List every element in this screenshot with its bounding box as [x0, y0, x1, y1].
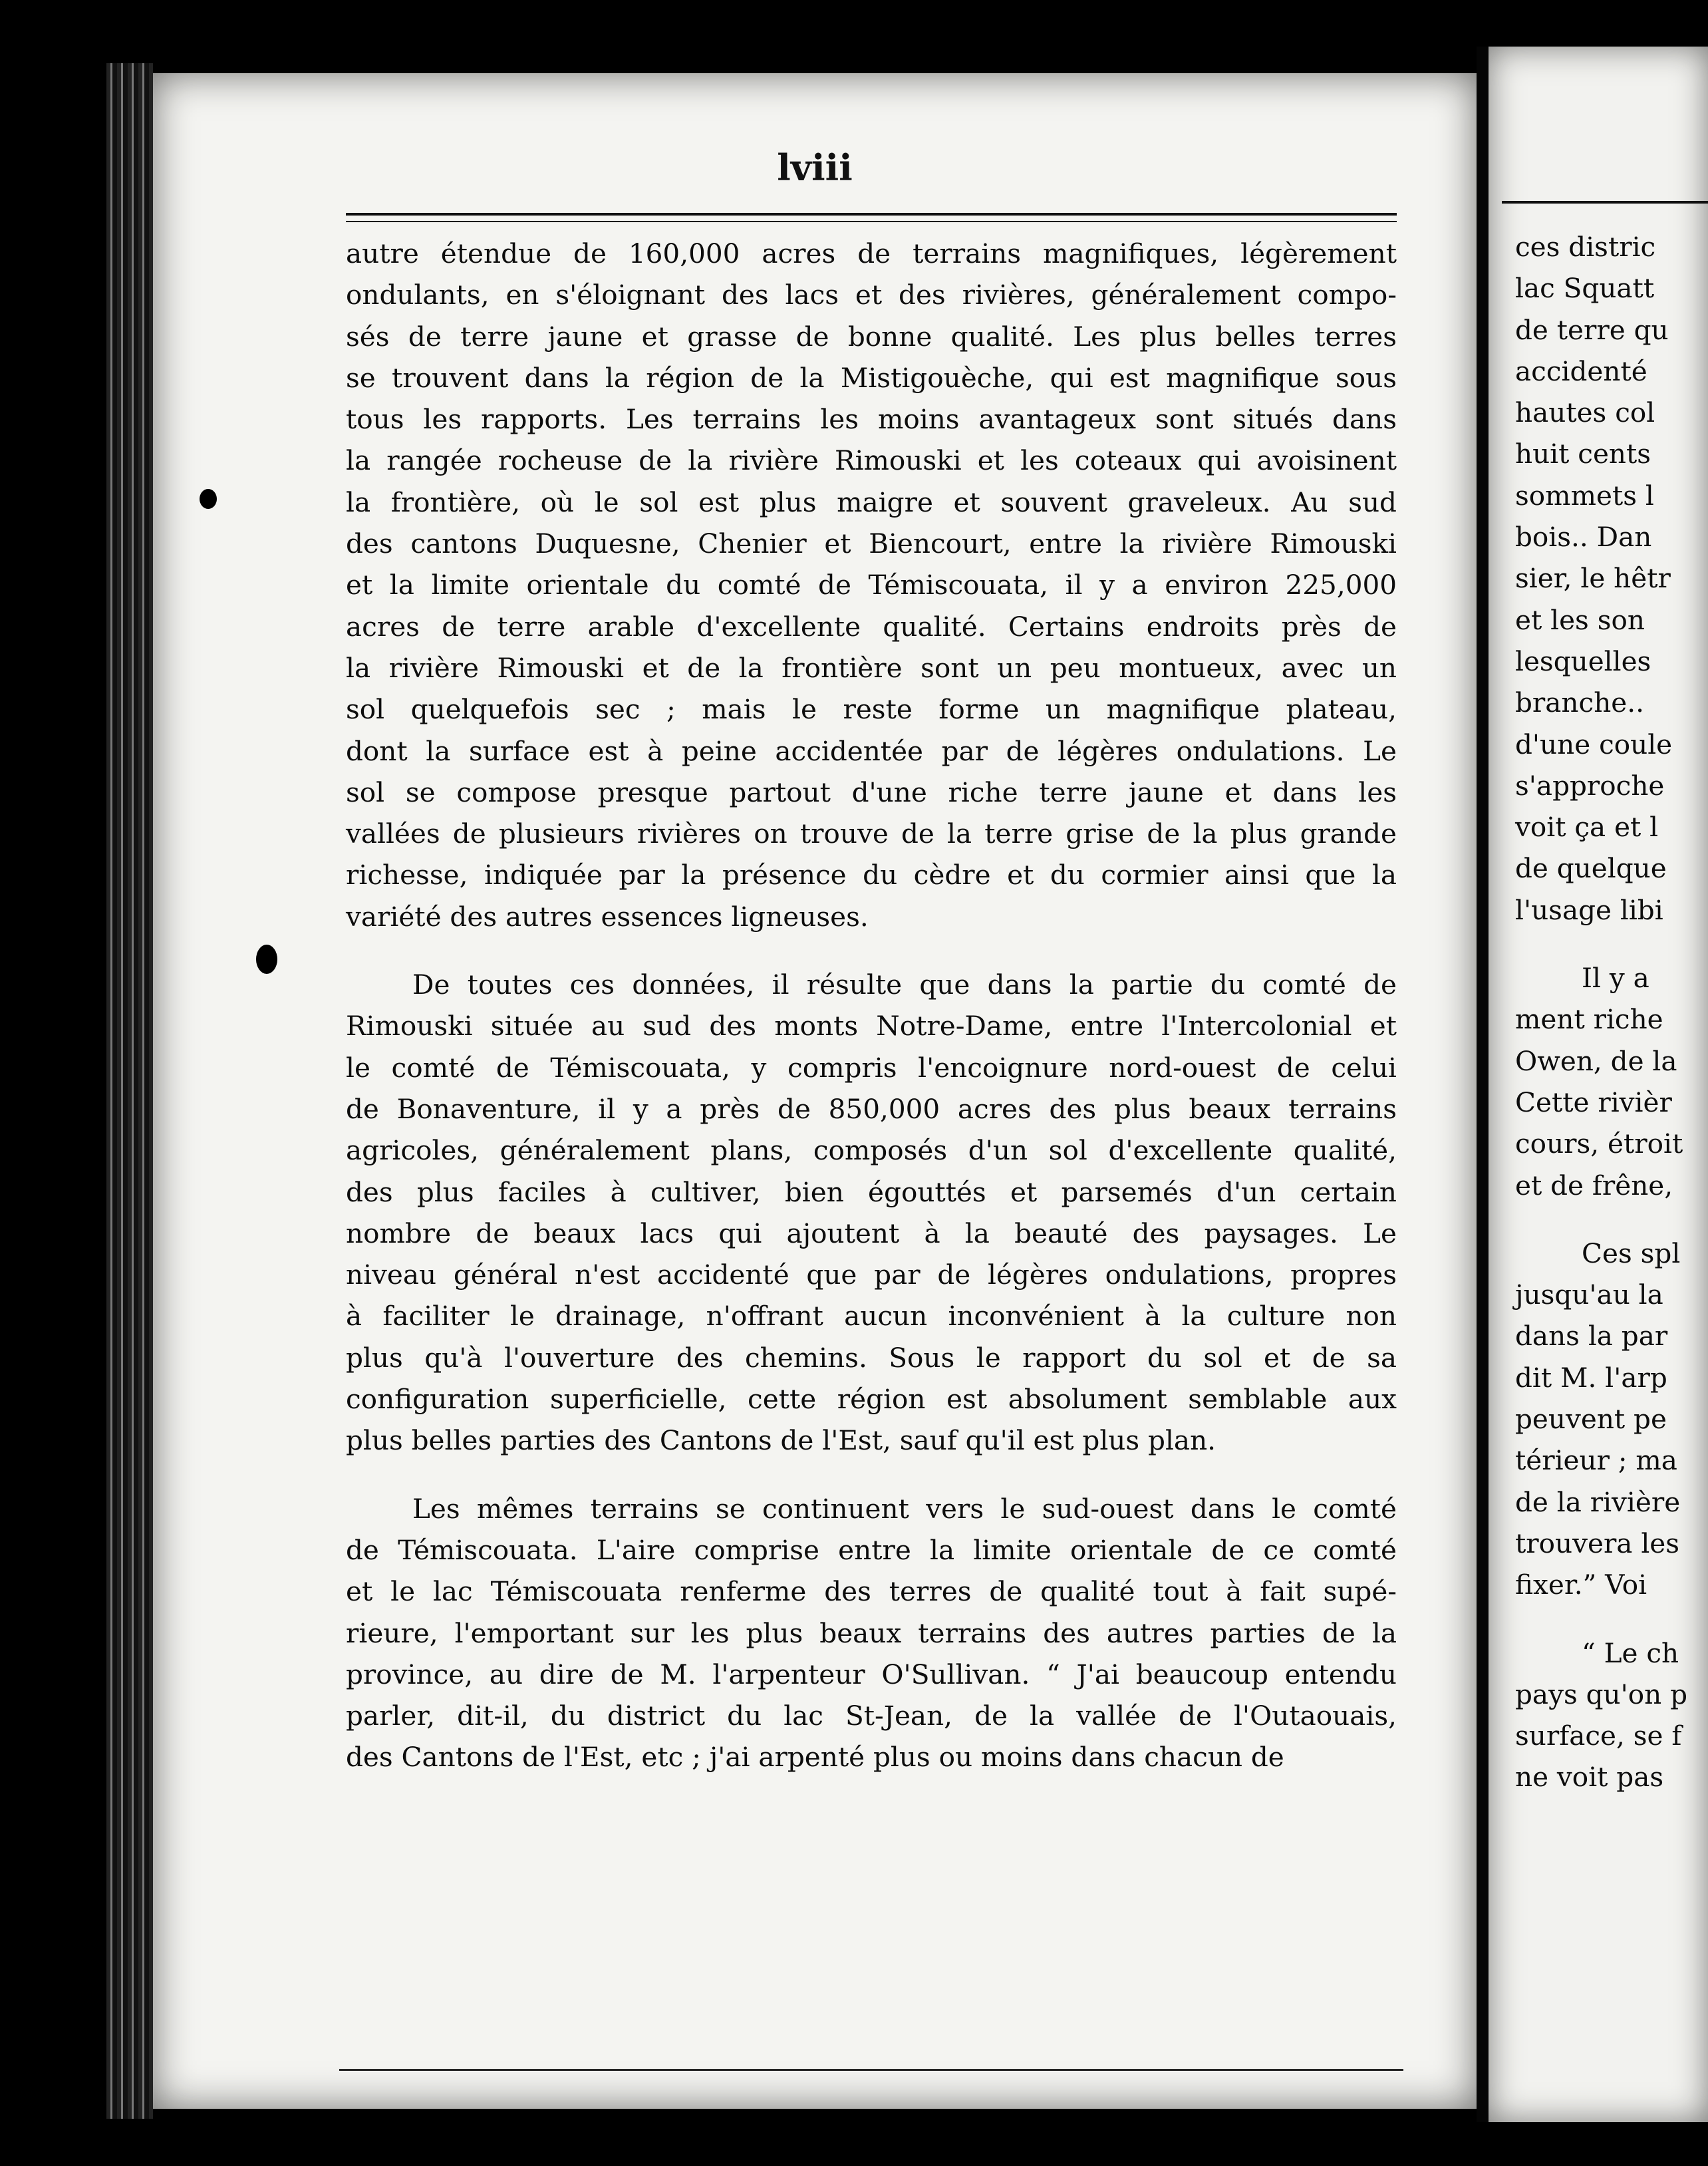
text-line: tous les rapports. Les terrains les moins avantageux sont situés dans [346, 403, 1397, 436]
text-line: ondulants, en s'éloignant des lacs et des rivières, généralement compo- [346, 279, 1397, 311]
text-line: Il y a [1582, 962, 1649, 995]
text-line: se trouvent dans la région de la Mistigouèche, qui est magnifique sous [346, 361, 1397, 394]
line-wrapper [1515, 957, 1708, 999]
line-wrapper [1515, 1674, 1708, 1715]
text-line: “ Le ch [1582, 1636, 1679, 1669]
text-line: s'approche [1515, 769, 1665, 802]
text-line: trouvera les [1515, 1527, 1680, 1559]
text-line: richesse, indiquée par la présence du cèdre et du cormier ainsi que la [346, 859, 1397, 891]
line-wrapper [1515, 1632, 1708, 1674]
text-line: nombre de beaux lacs qui ajoutent à la beauté des paysages. Le [346, 1217, 1397, 1249]
ink-blot [200, 489, 217, 509]
text-line: configuration superficielle, cette région est absolument semblable aux [346, 1383, 1397, 1416]
right-header-rule [1502, 201, 1708, 204]
text-line: peuvent pe [1515, 1403, 1667, 1436]
line-wrapper [1515, 1315, 1708, 1356]
line-wrapper [1515, 724, 1708, 765]
line-wrapper [1515, 1523, 1708, 1564]
line-wrapper [1515, 1481, 1708, 1523]
text-line: des Cantons de l'Est, etc ; j'ai arpenté plus ou moins dans chacun de [346, 1741, 1284, 1774]
line-wrapper [1515, 1715, 1708, 1756]
text-line: lesquelles [1515, 645, 1651, 677]
text-line: des plus faciles à cultiver, bien égouttés et parsemés d'un certain [346, 1175, 1397, 1208]
text-line: l'usage libi [1515, 893, 1663, 926]
text-line: sol se compose presque partout d'une riche terre jaune et dans les [346, 776, 1397, 808]
text-line: dont la surface est à peine accidentée par de légères ondulations. Le [346, 734, 1397, 767]
text-line: dans la par [1515, 1320, 1668, 1352]
line-wrapper [1515, 682, 1708, 723]
text-line: pays qu'on p [1515, 1678, 1688, 1710]
text-line: d'une coule [1515, 728, 1673, 760]
text-line: province, au dire de M. l'arpenteur O'Sullivan. “ J'ai beaucoup entendu [346, 1658, 1397, 1690]
text-line: voit ça et l [1515, 811, 1659, 844]
text-line: et de frêne, [1515, 1169, 1673, 1201]
line-wrapper [1515, 1440, 1708, 1481]
line-wrapper [1515, 848, 1708, 889]
text-line: et les son [1515, 603, 1645, 636]
line-wrapper [1515, 1233, 1708, 1274]
text-line: des cantons Duquesne, Chenier et Biencourt, entre la rivière Rimouski [346, 528, 1397, 560]
text-line: la rivière Rimouski et de la frontière sont un peu montueux, avec un [346, 651, 1397, 684]
line-wrapper [1515, 516, 1708, 557]
text-line: lac Squatt [1515, 272, 1655, 305]
text-line: Owen, de la [1515, 1044, 1677, 1077]
text-line: et la limite orientale du comté de Témiscouata, il y a environ 225,000 [346, 569, 1397, 601]
text-line: à faciliter le drainage, n'offrant aucun inconvénient à la culture non [346, 1300, 1397, 1332]
text-line: sol quelquefois sec ; mais le reste forme un magnifique plateau, [346, 693, 1397, 726]
paragraph-gap [1515, 1206, 1708, 1233]
text-line: surface, se f [1515, 1720, 1682, 1752]
text-line: fixer.” Voi [1515, 1569, 1647, 1601]
left-page [153, 73, 1477, 2109]
text-line: ne voit pas [1515, 1761, 1664, 1793]
page-gutter [1477, 47, 1490, 2122]
line-wrapper [1515, 1123, 1708, 1164]
text-line: bois.. Dan [1515, 521, 1652, 553]
text-line: dit M. l'arp [1515, 1361, 1667, 1394]
line-wrapper [1515, 1357, 1708, 1398]
line-wrapper [1515, 309, 1708, 351]
text-line: autre étendue de 160,000 acres de terrains magnifiques, légèrement [346, 237, 1397, 269]
line-wrapper [1515, 1398, 1708, 1440]
ink-blot [256, 945, 277, 974]
line-wrapper [1515, 1040, 1708, 1082]
line-wrapper [1515, 1274, 1708, 1315]
right-page [1489, 47, 1708, 2122]
footer-rule [339, 2069, 1403, 2071]
text-line: plus belles parties des Cantons de l'Est, sauf qu'il est plus plan. [346, 1424, 1216, 1457]
text-line: la frontière, où le sol est plus maigre et souvent graveleux. Au sud [346, 486, 1397, 518]
line-wrapper [1515, 1165, 1708, 1206]
text-line: hautes col [1515, 396, 1655, 429]
line-wrapper [1515, 599, 1708, 641]
text-line: sommets l [1515, 479, 1654, 512]
header-rule [346, 213, 1397, 216]
paragraph [346, 233, 1397, 937]
text-line: Les mêmes terrains se continuent vers le sud-ouest dans le comté [412, 1492, 1397, 1525]
line-wrapper [1515, 765, 1708, 806]
text-line: ment riche [1515, 1003, 1663, 1036]
text-line: le comté de Témiscouata, y compris l'encoignure nord-ouest de celui [346, 1051, 1397, 1084]
text-line: de Bonaventure, il y a près de 850,000 acres des plus beaux terrains [346, 1092, 1397, 1125]
body-text [346, 233, 1397, 1805]
line-wrapper [1515, 999, 1708, 1040]
book-edge [106, 63, 153, 2119]
text-line: térieur ; ma [1515, 1444, 1677, 1477]
text-line: parler, dit-il, du district du lac St-Jean, de la vallée de l'Outaouais, [346, 1700, 1397, 1732]
line-wrapper [1515, 475, 1708, 516]
header-rule-thin [346, 221, 1397, 222]
line-wrapper [1515, 557, 1708, 599]
line-wrapper [1515, 392, 1708, 433]
text-line: cours, étroit [1515, 1128, 1683, 1160]
text-line: de quelque [1515, 852, 1667, 885]
line-wrapper [1515, 889, 1708, 931]
line-wrapper [1515, 641, 1708, 682]
paragraph-gap [1515, 1606, 1708, 1632]
text-line: de terre qu [1515, 313, 1669, 346]
paragraph [346, 964, 1397, 1462]
text-line: et le lac Témiscouata renferme des terres de qualité tout à fait supé- [346, 1575, 1397, 1608]
text-line: branche.. [1515, 687, 1644, 719]
paragraph-gap [1515, 931, 1708, 957]
line-wrapper [1515, 433, 1708, 474]
right-page-text [1515, 226, 1708, 1798]
line-wrapper [1515, 351, 1708, 392]
text-line: De toutes ces données, il résulte que dans la partie du comté de [412, 969, 1397, 1001]
text-line: agricoles, généralement plans, composés d'un sol d'excellente qualité, [346, 1134, 1397, 1167]
line-wrapper [1515, 1564, 1708, 1605]
text-line: la rangée rocheuse de la rivière Rimouski et les coteaux qui avoisinent [346, 444, 1397, 477]
line-wrapper [1515, 226, 1708, 267]
line-wrapper [1515, 806, 1708, 848]
text-line: rieure, l'emportant sur les plus beaux terrains des autres parties de la [346, 1617, 1397, 1649]
text-line: sier, le hêtr [1515, 562, 1671, 595]
text-line: accidenté [1515, 355, 1647, 387]
text-line: niveau général n'est accidenté que par de légères ondulations, propres [346, 1259, 1397, 1291]
text-line: Cette rivièr [1515, 1086, 1672, 1118]
line-wrapper [1515, 267, 1708, 309]
text-line: jusqu'au la [1515, 1279, 1663, 1311]
text-line: sés de terre jaune et grasse de bonne qualité. Les plus belles terres [346, 320, 1397, 353]
text-line: acres de terre arable d'excellente qualité. Certains endroits près de [346, 610, 1397, 643]
text-line: ces distric [1515, 231, 1656, 263]
text-line: variété des autres essences ligneuses. [346, 900, 869, 933]
text-line: huit cents [1515, 438, 1651, 470]
text-line: vallées de plusieurs rivières on trouve de la terre grise de la plus grande [346, 818, 1397, 850]
text-line: de la rivière [1515, 1485, 1681, 1518]
line-wrapper [1515, 1756, 1708, 1797]
text-line: plus qu'à l'ouverture des chemins. Sous le rapport du sol et de sa [346, 1341, 1397, 1374]
text-line: Ces spl [1582, 1237, 1681, 1269]
paragraph [346, 1488, 1397, 1778]
page-number: lviii [777, 146, 853, 189]
text-line: Rimouski située au sud des monts Notre-Dame, entre l'Intercolonial et [346, 1010, 1397, 1042]
text-line: de Témiscouata. L'aire comprise entre la limite orientale de ce comté [346, 1533, 1397, 1566]
line-wrapper [1515, 1082, 1708, 1123]
